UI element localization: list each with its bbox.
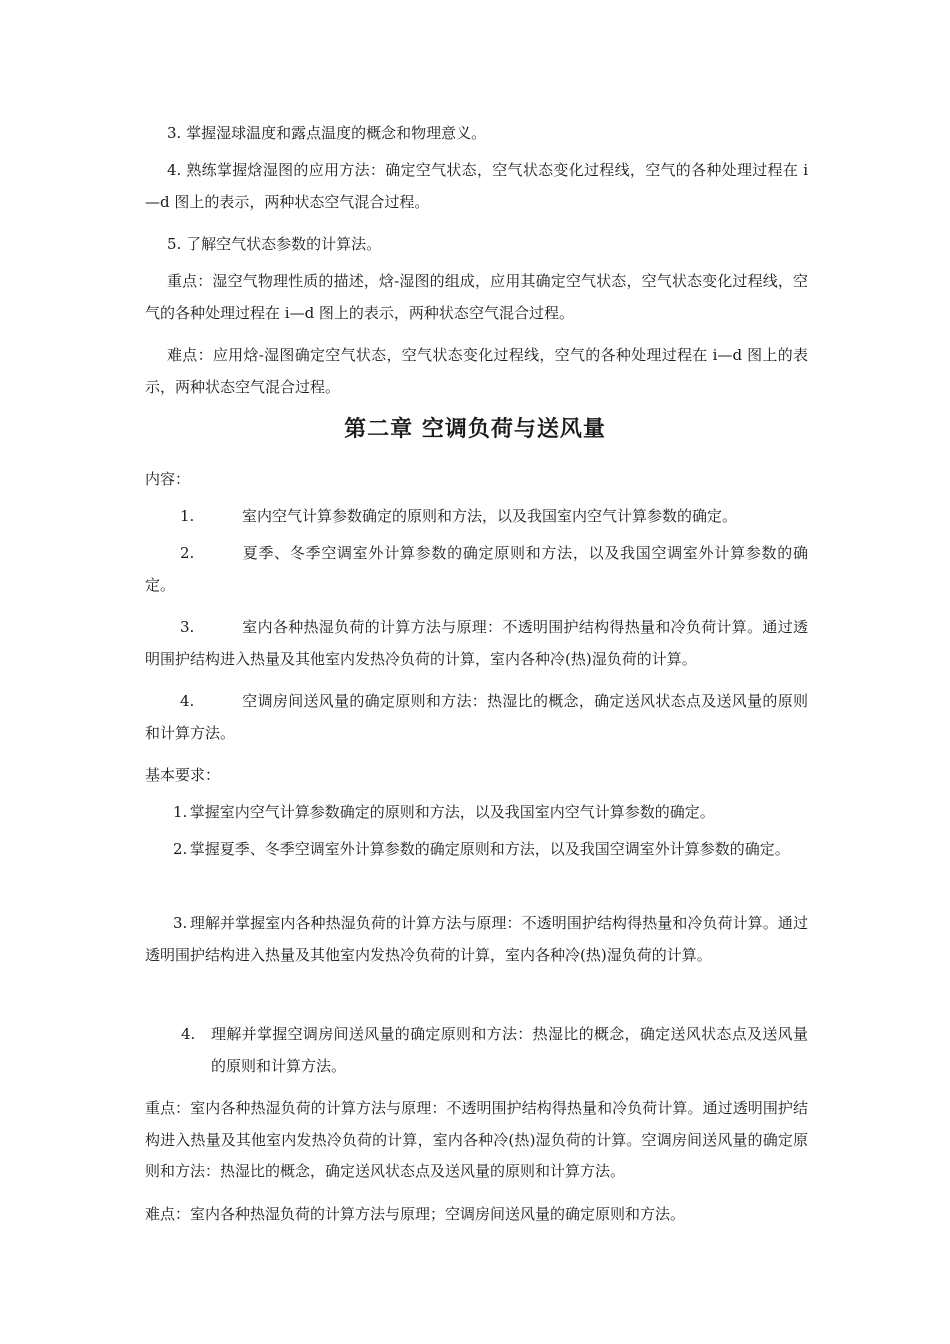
requirements-label: 基本要求： (145, 766, 221, 784)
objective-5: 5. 了解空气状态参数的计算法。 (167, 235, 382, 253)
content-item-text: 室内空气计算参数确定的原则和方法，以及我国室内空气计算参数的确定。 (242, 507, 738, 525)
requirement-item (145, 797, 808, 829)
content-item-text: 室内各种热湿负荷的计算方法与原理：不透明围护结构得热量和冷负荷计算。通过透明围护结构进入热量及其他室内发热冷负荷的计算，室内各种冷(热)湿负荷的计算。 (145, 618, 808, 668)
requirement-item-number: 4. (181, 1025, 196, 1043)
requirement-item-number: 2. (173, 840, 188, 858)
requirement-item-number: 3. (173, 914, 188, 932)
content-item-number: 4. (180, 692, 195, 710)
content-item-number: 1. (180, 507, 195, 525)
requirement-item (181, 1019, 808, 1082)
objective-4: 4. 熟练掌握焓湿图的应用方法：确定空气状态，空气状态变化过程线，空气的各种处理过程在 i—d 图上的表示，两种状态空气混合过程。 (145, 161, 808, 211)
key-points-ch1: 重点：湿空气物理性质的描述，焓-湿图的组成，应用其确定空气状态，空气状态变化过程线，空气的各种处理过程在 i—d 图上的表示，两种状态空气混合过程。 (145, 272, 808, 322)
content-item-number: 3. (180, 618, 195, 636)
content-item (145, 501, 808, 533)
requirement-item-number: 1. (173, 803, 188, 821)
key-points-ch2: 重点：室内各种热湿负荷的计算方法与原理：不透明围护结构得热量和冷负荷计算。通过透明围护结构进入热量及其他室内发热冷负荷的计算，室内各种冷(热)湿负荷的计算。空调房间送风量的确定原则和方法：热湿比的概念，确定送风状态点及送风量的原则和计算方法。 (145, 1099, 808, 1180)
requirement-item-text: 掌握夏季、冬季空调室外计算参数的确定原则和方法，以及我国空调室外计算参数的确定。 (189, 840, 790, 858)
content-item-text: 空调房间送风量的确定原则和方法：热湿比的概念，确定送风状态点及送风量的原则和计算方法。 (145, 692, 808, 742)
content-item (145, 686, 808, 749)
content-item (145, 538, 808, 601)
difficulties-ch1: 难点：应用焓-湿图确定空气状态，空气状态变化过程线，空气的各种处理过程在 i—d 图上的表示，两种状态空气混合过程。 (145, 346, 808, 396)
content-item-number: 2. (180, 544, 195, 562)
requirement-item (145, 834, 808, 866)
content-item-text: 夏季、冬季空调室外计算参数的确定原则和方法，以及我国空调室外计算参数的确定。 (145, 544, 808, 594)
requirement-item-text: 掌握室内空气计算参数确定的原则和方法，以及我国室内空气计算参数的确定。 (189, 803, 715, 821)
content-label: 内容： (145, 470, 191, 488)
chapter-title: 第二章 空调负荷与送风量 (344, 416, 606, 442)
requirement-item (145, 908, 808, 971)
objective-3: 3. 掌握湿球温度和露点温度的概念和物理意义。 (167, 124, 487, 142)
requirement-item-text: 理解并掌握空调房间送风量的确定原则和方法：热湿比的概念，确定送风状态点及送风量的原则和计算方法。 (211, 1025, 808, 1075)
requirement-item-text: 理解并掌握室内各种热湿负荷的计算方法与原理：不透明围护结构得热量和冷负荷计算。通过透明围护结构进入热量及其他室内发热冷负荷的计算，室内各种冷(热)湿负荷的计算。 (145, 914, 808, 964)
content-item (145, 612, 808, 675)
difficulties-ch2: 难点：室内各种热湿负荷的计算方法与原理；空调房间送风量的确定原则和方法。 (145, 1205, 686, 1223)
